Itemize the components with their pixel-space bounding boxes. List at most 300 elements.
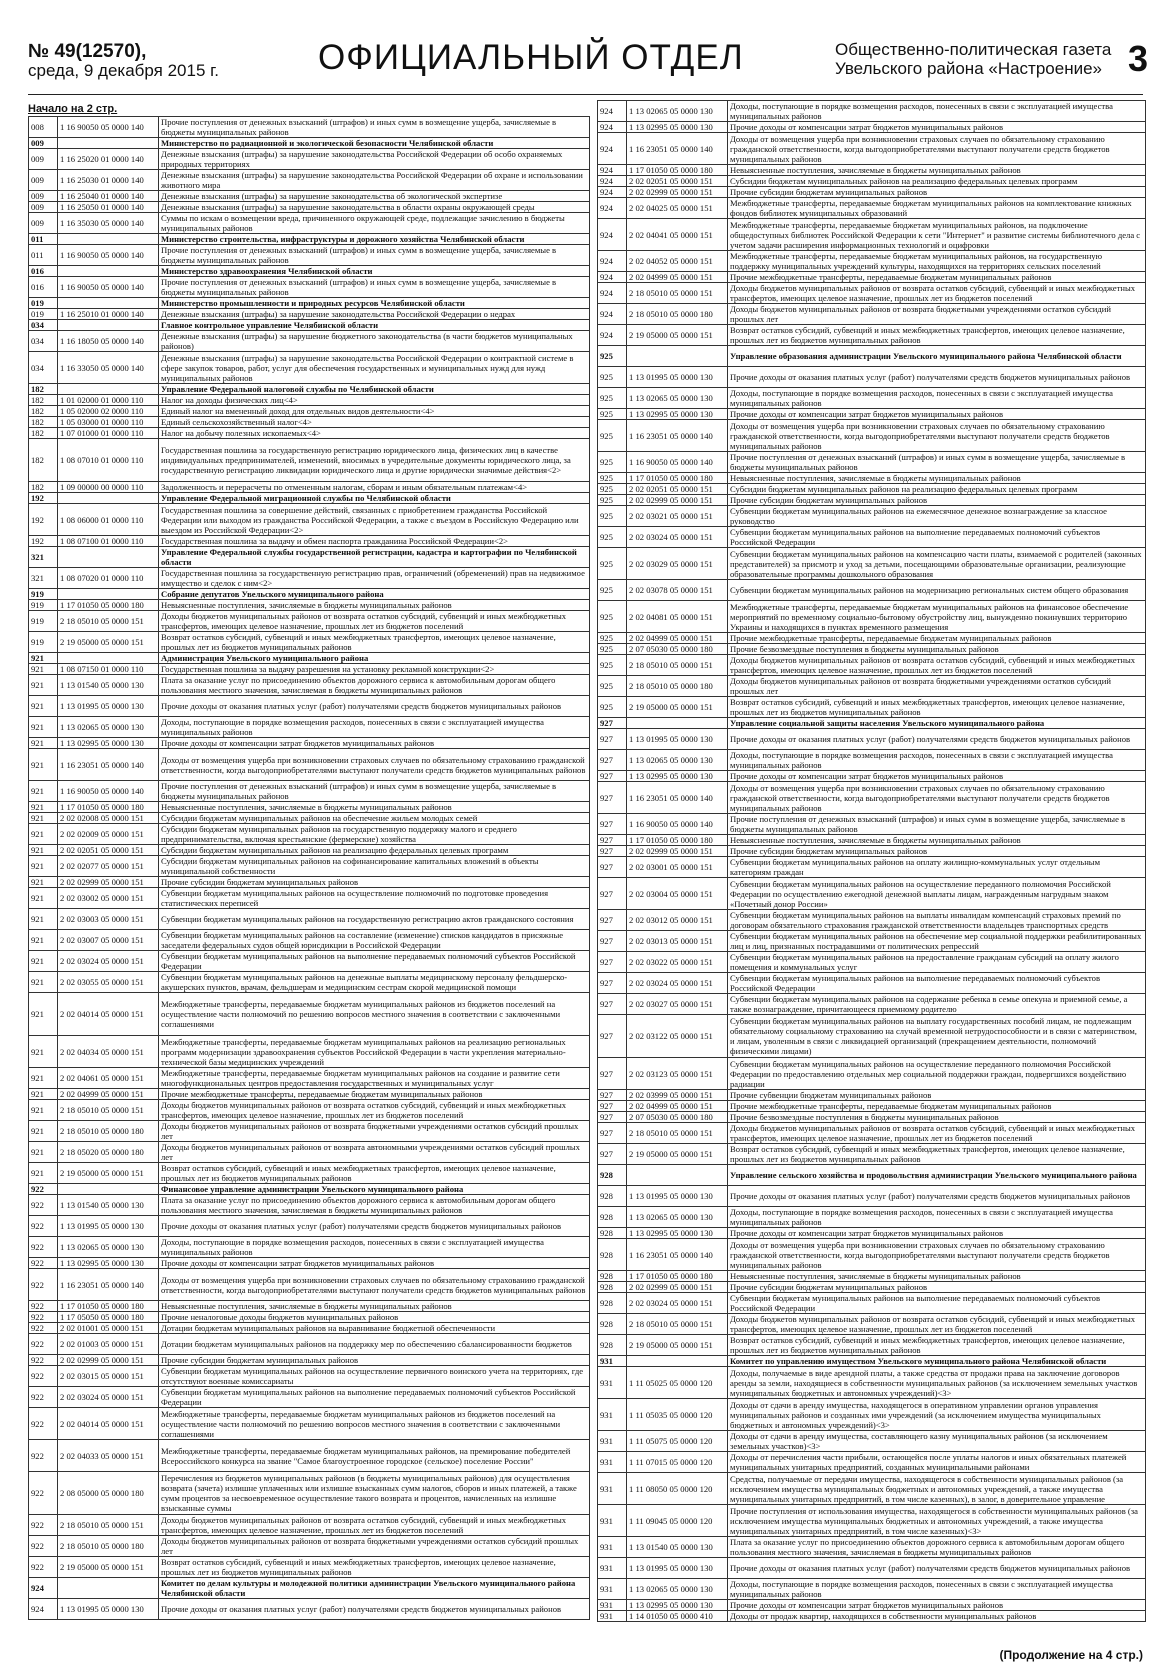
revenue-code-cell: 2 02 03024 05 0000 151 — [627, 1293, 728, 1314]
table-row — [598, 176, 1146, 187]
table-row — [598, 251, 1146, 272]
admin-code-cell: 931 — [598, 1356, 627, 1367]
description-cell: Межбюджетные трансферты, передаваемые бюджетам муниципальных районов, на государственную поддержку муниципальных учреждений культуры, находящихся на территориях сельских поселений — [728, 251, 1146, 272]
table-row — [598, 101, 1146, 122]
revenue-code-cell: 1 13 01995 05 0000 130 — [627, 367, 728, 388]
start-note: Начало на 2 стр. — [28, 103, 118, 115]
table-row — [29, 600, 590, 611]
description-cell: Доходы бюджетов муниципальных районов от возврата остатков субсидий, субвенций и иных межбюджетных трансфертов, имеющих целевое назначение, прошлых лет из бюджетов поселений — [159, 1100, 590, 1121]
description-cell: Финансовое управление администрации Увельского муниципального района — [159, 1184, 590, 1195]
table-section-row — [598, 1165, 1146, 1186]
revenue-code-cell — [58, 266, 159, 277]
revenue-code-cell: 2 08 05000 05 0000 180 — [58, 1472, 159, 1515]
revenue-code-cell: 1 13 01540 05 0000 130 — [58, 675, 159, 696]
revenue-code-cell: 1 13 02995 05 0000 130 — [58, 1258, 159, 1269]
table-row — [598, 1239, 1146, 1271]
table-row — [598, 198, 1146, 219]
admin-code-cell: 921 — [29, 993, 58, 1036]
table-row — [598, 1090, 1146, 1101]
admin-code-cell: 925 — [598, 484, 627, 495]
revenue-code-cell: 2 02 03029 05 0000 151 — [627, 548, 728, 580]
description-cell: Прочие поступления от денежных взысканий (штрафов) и иных сумм в возмещение ущерба, зачисляемые в бюджеты муниципальных районов — [728, 452, 1146, 473]
revenue-code-cell: 1 16 25020 01 0000 140 — [58, 149, 159, 170]
revenue-code-cell: 1 16 25010 01 0000 140 — [58, 309, 159, 320]
description-cell: Плата за оказание услуг по присоединению объектов дорожного сервиса к автомобильным дорогам общего пользования местного значения, зачисляемая в бюджеты муниципальных районов — [728, 1537, 1146, 1558]
table-row — [598, 729, 1146, 750]
revenue-code-cell: 2 02 04034 05 0000 151 — [58, 1036, 159, 1068]
description-cell: Субвенции бюджетам муниципальных районов на обеспечение мер социальной поддержки реабилитированных лиц и лиц, признанных пострадавшими от политических репрессий — [728, 931, 1146, 952]
admin-code-cell: 921 — [29, 972, 58, 993]
table-row — [598, 527, 1146, 548]
description-cell: Прочие межбюджетные трансферты, передаваемые бюджетам муниципальных районов — [728, 272, 1146, 283]
description-cell: Невыясненные поступления, зачисляемые в бюджеты муниципальных районов — [728, 835, 1146, 846]
revenue-code-cell: 1 11 05025 05 0000 120 — [627, 1367, 728, 1399]
revenue-code-cell — [58, 493, 159, 504]
revenue-code-cell: 1 13 02995 05 0000 130 — [58, 738, 159, 749]
revenue-code-cell: 2 02 03024 05 0000 151 — [58, 1387, 159, 1408]
revenue-code-cell — [58, 653, 159, 664]
table-row — [598, 857, 1146, 878]
admin-code-cell: 924 — [598, 122, 627, 133]
table-row — [598, 1452, 1146, 1473]
issue-info — [28, 42, 219, 80]
table-row — [29, 1237, 590, 1258]
revenue-code-cell: 2 02 03012 05 0000 151 — [627, 910, 728, 931]
admin-code-cell: 924 — [598, 304, 627, 325]
admin-code-cell: 921 — [29, 653, 58, 664]
revenue-code-cell: 1 16 35030 05 0000 140 — [58, 213, 159, 234]
description-cell: Субсидии бюджетам муниципальных районов на реализацию федеральных целевых программ — [159, 845, 590, 856]
description-cell: Доходы бюджетов муниципальных районов от возврата бюджетными учреждениями остатков субсидий прошлых лет — [159, 1536, 590, 1557]
revenue-code-cell: 2 02 04081 05 0000 151 — [627, 601, 728, 633]
admin-code-cell: 924 — [29, 1599, 58, 1620]
revenue-code-cell: 1 16 90050 05 0000 140 — [58, 117, 159, 138]
admin-code-cell: 921 — [29, 951, 58, 972]
description-cell: Денежные взыскания (штрафы) за нарушение законодательства Российской Федерации об охране и использовании животного мира — [159, 170, 590, 191]
table-row — [29, 675, 590, 696]
revenue-code-cell: 2 18 05010 05 0000 151 — [58, 1100, 159, 1121]
revenue-table-right — [597, 100, 1146, 1622]
table-row — [598, 283, 1146, 304]
admin-code-cell: 928 — [598, 1165, 627, 1186]
admin-code-cell: 924 — [598, 165, 627, 176]
description-cell: Министерство строительства, инфраструктуры и дорожного хозяйства Челябинской области — [159, 234, 590, 245]
description-cell: Прочие поступления от денежных взысканий (штрафов) и иных сумм в возмещение ущерба, зачисляемые в бюджеты муниципальных районов — [159, 781, 590, 802]
table-row — [598, 633, 1146, 644]
admin-code-cell: 922 — [29, 1323, 58, 1334]
admin-code-cell: 921 — [29, 696, 58, 717]
revenue-code-cell: 2 18 05010 05 0000 151 — [58, 611, 159, 632]
admin-code-cell: 019 — [29, 298, 58, 309]
description-cell: Субсидии бюджетам муниципальных районов на софинансирование капитальных вложений в объекты муниципальной собственности — [159, 856, 590, 877]
description-cell: Прочие доходы от оказания платных услуг (работ) получателями средств бюджетов муниципальных районов — [728, 1186, 1146, 1207]
description-cell: Доходы бюджетов муниципальных районов от возврата остатков субсидий, субвенций и иных межбюджетных трансфертов, имеющих целевое назначение, прошлых лет из бюджетов поселений — [728, 1314, 1146, 1335]
admin-code-cell: 931 — [598, 1367, 627, 1399]
table-row — [598, 1123, 1146, 1144]
table-row — [598, 420, 1146, 452]
revenue-code-cell — [58, 1578, 159, 1599]
admin-code-cell: 921 — [29, 877, 58, 888]
table-row — [29, 1557, 590, 1578]
table-row — [598, 835, 1146, 846]
admin-code-cell: 919 — [29, 600, 58, 611]
revenue-code-cell: 1 08 06000 01 0000 110 — [58, 504, 159, 536]
description-cell: Денежные взыскания (штрафы) за нарушение бюджетного законодательства (в части бюджетов муниципальных районов) — [159, 331, 590, 352]
description-cell: Доходы от сдачи в аренду имущества, составляющего казну муниципальных районов (за исключением земельных участков)<3> — [728, 1431, 1146, 1452]
description-cell: Дотации бюджетам муниципальных районов на выравнивание бюджетной обеспеченности — [159, 1323, 590, 1334]
description-cell: Единый налог на вмененный доход для отдельных видов деятельности<4> — [159, 406, 590, 417]
table-row — [29, 1163, 590, 1184]
admin-code-cell: 927 — [598, 910, 627, 931]
admin-code-cell: 182 — [29, 428, 58, 439]
revenue-code-cell: 1 05 03000 01 0000 110 — [58, 417, 159, 428]
description-cell: Межбюджетные трансферты, передаваемые бюджетам муниципальных районов на реализацию региональных программ модернизации здравоохранения субъектов Российской Федерации в части укрепления материально-технической базы медицинских учреждений — [159, 1036, 590, 1068]
admin-code-cell: 922 — [29, 1440, 58, 1472]
table-row — [29, 1515, 590, 1536]
admin-code-cell: 922 — [29, 1334, 58, 1355]
admin-code-cell: 924 — [598, 325, 627, 346]
revenue-code-cell: 2 02 04999 05 0000 151 — [58, 1089, 159, 1100]
description-cell: Невыясненные поступления, зачисляемые в бюджеты муниципальных районов — [159, 600, 590, 611]
description-cell: Доходы, поступающие в порядке возмещения расходов, понесенных в связи с эксплуатацией имущества муниципальных районов — [728, 388, 1146, 409]
description-cell: Прочие межбюджетные трансферты, передаваемые бюджетам муниципальных районов — [159, 1089, 590, 1100]
description-cell: Доходы бюджетов муниципальных районов от возврата бюджетными учреждениями остатков субсидий прошлых лет — [728, 304, 1146, 325]
description-cell: Управление сельского хозяйства и продовольствия администрации Увельского муниципального района — [728, 1165, 1146, 1186]
left-column — [28, 116, 590, 1620]
revenue-code-cell — [58, 547, 159, 568]
description-cell: Управление социальной защиты населения Увельского муниципального района — [728, 718, 1146, 729]
admin-code-cell: 922 — [29, 1301, 58, 1312]
admin-code-cell: 921 — [29, 1036, 58, 1068]
revenue-code-cell: 1 13 02995 05 0000 130 — [627, 1228, 728, 1239]
description-cell: Администрация Увельского муниципального района — [159, 653, 590, 664]
table-row — [598, 676, 1146, 697]
description-cell: Государственная пошлина за выдачу и обмен паспорта гражданина Российской Федерации<2> — [159, 536, 590, 547]
description-cell: Прочие субсидии бюджетам муниципальных районов — [728, 1282, 1146, 1293]
table-section-row — [29, 266, 590, 277]
description-cell: Прочие межбюджетные трансферты, передаваемые бюджетам муниципальных районов — [728, 1101, 1146, 1112]
revenue-code-cell: 2 02 03007 05 0000 151 — [58, 930, 159, 951]
admin-code-cell: 919 — [29, 589, 58, 600]
table-row — [598, 878, 1146, 910]
admin-code-cell: 009 — [29, 213, 58, 234]
admin-code-cell: 321 — [29, 547, 58, 568]
table-row — [29, 1472, 590, 1515]
description-cell: Возврат остатков субсидий, субвенций и иных межбюджетных трансфертов, имеющих целевое назначение, прошлых лет из бюджетов муниципальных районов — [159, 632, 590, 653]
description-cell: Прочие доходы от компенсации затрат бюджетов муниципальных районов — [728, 1600, 1146, 1611]
description-cell: Прочие доходы от компенсации затрат бюджетов муниципальных районов — [728, 122, 1146, 133]
issue-number: № 49(12570), — [28, 41, 147, 62]
table-row — [598, 1579, 1146, 1600]
table-row — [598, 1207, 1146, 1228]
description-cell: Субвенции бюджетам муниципальных районов на осуществление полномочий по подготовке проведения статистических переписей — [159, 888, 590, 909]
revenue-code-cell: 1 16 23051 05 0000 140 — [627, 1239, 728, 1271]
admin-code-cell: 016 — [29, 277, 58, 298]
revenue-code-cell: 2 02 04033 05 0000 151 — [58, 1440, 159, 1472]
table-row — [29, 568, 590, 589]
admin-code-cell: 924 — [598, 251, 627, 272]
revenue-code-cell: 1 08 07020 01 0000 110 — [58, 568, 159, 589]
revenue-code-cell: 2 02 02077 05 0000 151 — [58, 856, 159, 877]
admin-code-cell: 924 — [598, 176, 627, 187]
admin-code-cell: 925 — [598, 527, 627, 548]
description-cell: Межбюджетные трансферты, передаваемые бюджетам муниципальных районов, на премирование победителей Всероссийского конкурса на звание "Самое благоустроенное городское (сельское) поселение России" — [159, 1440, 590, 1472]
admin-code-cell: 927 — [598, 782, 627, 814]
revenue-code-cell: 2 02 04041 05 0000 151 — [627, 219, 728, 251]
description-cell: Доходы от сдачи в аренду имущества, находящегося в оперативном управлении органов управления муниципальных районов и созданных ими учреждений (за исключением имущества муниципальных бюджетных и автономных учреждений)<3> — [728, 1399, 1146, 1431]
table-row — [598, 506, 1146, 527]
revenue-code-cell: 1 13 02065 05 0000 130 — [627, 101, 728, 122]
table-row — [29, 1334, 590, 1355]
admin-code-cell: 924 — [598, 198, 627, 219]
description-cell: Невыясненные поступления, зачисляемые в бюджеты муниципальных районов — [728, 165, 1146, 176]
revenue-code-cell: 1 13 01540 05 0000 130 — [627, 1537, 728, 1558]
revenue-code-cell: 1 08 07150 01 0000 110 — [58, 664, 159, 675]
description-cell: Возврат остатков субсидий, субвенций и иных межбюджетных трансфертов, имеющих целевое назначение, прошлых лет из бюджетов муниципальных районов — [728, 325, 1146, 346]
newspaper-name-line1: Общественно-политическая газета — [835, 40, 1112, 59]
admin-code-cell: 009 — [29, 191, 58, 202]
admin-code-cell: 925 — [598, 697, 627, 718]
admin-code-cell: 925 — [598, 655, 627, 676]
table-section-row — [598, 718, 1146, 729]
table-row — [598, 814, 1146, 835]
admin-code-cell: 927 — [598, 771, 627, 782]
description-cell: Суммы по искам о возмещении вреда, причиненного окружающей среде, подлежащие зачислению в бюджеты муниципальных районов — [159, 213, 590, 234]
description-cell: Управление Федеральной миграционной службы по Челябинской области — [159, 493, 590, 504]
admin-code-cell: 921 — [29, 1068, 58, 1089]
revenue-code-cell: 2 02 02999 05 0000 151 — [627, 495, 728, 506]
revenue-code-cell: 2 02 03022 05 0000 151 — [627, 952, 728, 973]
table-section-row — [29, 493, 590, 504]
revenue-code-cell: 1 13 02995 05 0000 130 — [627, 771, 728, 782]
table-row — [598, 910, 1146, 931]
revenue-code-cell: 1 16 33050 05 0000 140 — [58, 352, 159, 384]
description-cell: Доходы от возмещения ущерба при возникновении страховых случаев по обязательному страхованию гражданской ответственности, когда выгодоприобретателями выступают получатели средств бюджетов муниципальных районов — [728, 420, 1146, 452]
admin-code-cell: 924 — [598, 283, 627, 304]
description-cell: Субсидии бюджетам муниципальных районов на государственную поддержку малого и среднего предпринимательства, включая крестьянские (фермерские) хозяйства — [159, 824, 590, 845]
page-header — [0, 0, 1171, 100]
revenue-code-cell: 1 11 05035 05 0000 120 — [627, 1399, 728, 1431]
revenue-code-cell: 1 13 02065 05 0000 130 — [627, 1579, 728, 1600]
description-cell: Денежные взыскания (штрафы) за нарушение законодательства Российской Федерации об особо охраняемых природных территориях — [159, 149, 590, 170]
description-cell: Доходы, получаемые в виде арендной платы, а также средства от продажи права на заключение договоров аренды за земли, находящиеся в собственности муниципальных районов (за исключением земельных участков муниципальных бюджетных и автономных учреждений)<3> — [728, 1367, 1146, 1399]
description-cell: Субвенции бюджетам муниципальных районов на осуществление переданного полномочия Российской Федерации по предоставлению отдельных мер социальной поддержки граждан, подвергшихся воздействию радиации — [728, 1058, 1146, 1090]
description-cell: Прочие поступления от денежных взысканий (штрафов) и иных сумм в возмещение ущерба, зачисляемые в бюджеты муниципальных районов — [159, 245, 590, 266]
admin-code-cell: 034 — [29, 352, 58, 384]
table-row — [29, 1216, 590, 1237]
admin-code-cell: 922 — [29, 1515, 58, 1536]
table-section-row — [29, 653, 590, 664]
revenue-code-cell: 1 17 01050 05 0000 180 — [58, 1301, 159, 1312]
revenue-code-cell: 2 18 05010 05 0000 151 — [58, 1515, 159, 1536]
description-cell: Субвенции бюджетам муниципальных районов на выполнение передаваемых полномочий субъектов Российской Федерации — [159, 1387, 590, 1408]
table-row — [598, 601, 1146, 633]
table-row — [598, 1271, 1146, 1282]
table-row — [29, 1536, 590, 1557]
revenue-code-cell: 2 02 03021 05 0000 151 — [627, 506, 728, 527]
table-row — [598, 452, 1146, 473]
table-row — [598, 973, 1146, 994]
admin-code-cell: 927 — [598, 931, 627, 952]
revenue-code-cell — [58, 1184, 159, 1195]
revenue-code-cell: 1 13 02995 05 0000 130 — [627, 409, 728, 420]
admin-code-cell: 922 — [29, 1557, 58, 1578]
revenue-code-cell: 2 02 02999 05 0000 151 — [627, 187, 728, 198]
revenue-code-cell — [627, 1356, 728, 1367]
newspaper-name-line2: Увельского района «Настроение» — [835, 59, 1102, 78]
admin-code-cell: 927 — [598, 1144, 627, 1165]
table-row — [29, 749, 590, 781]
revenue-code-cell — [58, 320, 159, 331]
description-cell: Прочие доходы от компенсации затрат бюджетов муниципальных районов — [728, 771, 1146, 782]
table-row — [598, 655, 1146, 676]
revenue-code-cell: 2 02 03001 05 0000 151 — [627, 857, 728, 878]
description-cell: Прочие поступления от использования имущества, находящегося в собственности муниципальных районов (за исключением имущества муниципальных бюджетных и автономных учреждений, а также имущества муниципальных унитарных предприятий, в том числе казенных)<3> — [728, 1505, 1146, 1537]
admin-code-cell: 927 — [598, 1123, 627, 1144]
admin-code-cell: 921 — [29, 717, 58, 738]
description-cell: Управление образования администрации Увельского муниципального района Челябинской области — [728, 346, 1146, 367]
revenue-code-cell: 1 16 90050 05 0000 140 — [627, 814, 728, 835]
description-cell: Денежные взыскания (штрафы) за нарушение законодательства Российской Федерации о недрах — [159, 309, 590, 320]
right-column — [597, 100, 1146, 1622]
table-row — [598, 219, 1146, 251]
admin-code-cell: 927 — [598, 1101, 627, 1112]
admin-code-cell: 921 — [29, 664, 58, 675]
admin-code-cell: 925 — [598, 580, 627, 601]
revenue-code-cell: 1 09 00000 00 0000 110 — [58, 482, 159, 493]
admin-code-cell: 925 — [598, 452, 627, 473]
description-cell: Министерство по радиационной и экологической безопасности Челябинской области — [159, 138, 590, 149]
description-cell: Межбюджетные трансферты, передаваемые бюджетам муниципальных районов, на подключение общедоступных библиотек Российской Федерации к сети "Интернет" и развитие системы библиотечного дела с учетом задачи расширения информационных технологий и оцифровки — [728, 219, 1146, 251]
revenue-code-cell: 1 11 09045 05 0000 120 — [627, 1505, 728, 1537]
description-cell: Субвенции бюджетам муниципальных районов на выплату государственных пособий лицам, не подлежащим обязательному социальному страхованию на случай временной нетрудоспособности и в связи с материнством, и лицам, уволенным в связи с ликвидацией организаций (прекращением деятельности, полномочий физическими лицами) — [728, 1015, 1146, 1058]
admin-code-cell: 922 — [29, 1366, 58, 1387]
revenue-code-cell: 2 02 02051 05 0000 151 — [58, 845, 159, 856]
description-cell: Невыясненные поступления, зачисляемые в бюджеты муниципальных районов — [728, 473, 1146, 484]
table-row — [29, 1387, 590, 1408]
description-cell: Прочие субсидии бюджетам муниципальных районов — [159, 877, 590, 888]
description-cell: Доходы от перечисления части прибыли, остающейся после уплаты налогов и иных обязательных платежей муниципальных унитарных предприятий, созданных муниципальными районами — [728, 1452, 1146, 1473]
revenue-code-cell: 2 18 05010 05 0000 151 — [627, 1123, 728, 1144]
admin-code-cell: 924 — [598, 272, 627, 283]
table-row — [29, 717, 590, 738]
table-row — [598, 771, 1146, 782]
description-cell: Прочие доходы от оказания платных услуг (работ) получателями средств бюджетов муниципальных районов — [159, 1216, 590, 1237]
table-row — [29, 1036, 590, 1068]
admin-code-cell: 921 — [29, 930, 58, 951]
revenue-code-cell: 1 16 90050 05 0000 140 — [627, 452, 728, 473]
table-row — [598, 1293, 1146, 1314]
description-cell: Межбюджетные трансферты, передаваемые бюджетам муниципальных районов из бюджетов поселений на осуществление части полномочий по решению вопросов местного значения в соответствии с заключенными соглашениями — [159, 1408, 590, 1440]
description-cell: Государственная пошлина за государственную регистрацию юридического лица, физических лиц в качестве индивидуальных предпринимателей, изменений, вносимых в учредительные документы юридического лица, за государственную регистрацию ликвидации юридического лица и другие юридически значимые действия<2> — [159, 439, 590, 482]
revenue-code-cell: 1 17 01050 05 0000 180 — [58, 802, 159, 813]
admin-code-cell: 922 — [29, 1237, 58, 1258]
revenue-code-cell: 1 13 02065 05 0000 130 — [58, 717, 159, 738]
revenue-code-cell: 2 02 02999 05 0000 151 — [627, 846, 728, 857]
description-cell: Налог на доходы физических лиц<4> — [159, 395, 590, 406]
table-section-row — [29, 384, 590, 395]
revenue-table-left — [28, 116, 590, 1620]
revenue-code-cell: 2 02 04061 05 0000 151 — [58, 1068, 159, 1089]
admin-code-cell: 927 — [598, 750, 627, 771]
table-row — [598, 846, 1146, 857]
table-row — [598, 931, 1146, 952]
admin-code-cell: 927 — [598, 1015, 627, 1058]
admin-code-cell: 925 — [598, 346, 627, 367]
description-cell: Собрание депутатов Увельского муниципального района — [159, 589, 590, 600]
revenue-code-cell: 1 16 90050 05 0000 140 — [58, 781, 159, 802]
revenue-code-cell: 1 17 01050 05 0000 180 — [58, 600, 159, 611]
revenue-code-cell: 1 13 01995 05 0000 130 — [627, 1186, 728, 1207]
admin-code-cell: 922 — [29, 1536, 58, 1557]
admin-code-cell: 919 — [29, 611, 58, 632]
description-cell: Субвенции бюджетам муниципальных районов на выполнение передаваемых полномочий субъектов Российской Федерации — [728, 973, 1146, 994]
description-cell: Прочие доходы от оказания платных услуг (работ) получателями средств бюджетов муниципальных районов — [728, 1558, 1146, 1579]
admin-code-cell: 921 — [29, 856, 58, 877]
revenue-code-cell: 1 13 02065 05 0000 130 — [627, 388, 728, 409]
header-rule — [28, 94, 1143, 95]
admin-code-cell: 016 — [29, 266, 58, 277]
table-row — [29, 696, 590, 717]
revenue-code-cell: 1 13 01995 05 0000 130 — [58, 1599, 159, 1620]
table-row — [598, 952, 1146, 973]
description-cell: Главное контрольное управление Челябинской области — [159, 320, 590, 331]
table-row — [598, 409, 1146, 420]
admin-code-cell: 931 — [598, 1537, 627, 1558]
table-row — [598, 1335, 1146, 1356]
table-row — [29, 1599, 590, 1620]
revenue-code-cell: 2 02 04014 05 0000 151 — [58, 993, 159, 1036]
revenue-code-cell: 1 13 01995 05 0000 130 — [627, 729, 728, 750]
description-cell: Прочие доходы от компенсации затрат бюджетов муниципальных районов — [159, 738, 590, 749]
revenue-code-cell: 2 19 05000 05 0000 151 — [627, 697, 728, 718]
revenue-code-cell: 2 19 05000 05 0000 151 — [58, 1557, 159, 1578]
admin-code-cell: 927 — [598, 1090, 627, 1101]
description-cell: Субвенции бюджетам муниципальных районов на содержание ребенка в семье опекуна и приемной семье, а также вознаграждение, причитающееся приемному родителю — [728, 994, 1146, 1015]
table-row — [29, 170, 590, 191]
description-cell: Субвенции бюджетам муниципальных районов на выполнение передаваемых полномочий субъектов Российской Федерации — [728, 527, 1146, 548]
table-section-row — [29, 138, 590, 149]
table-row — [29, 664, 590, 675]
revenue-code-cell: 2 02 03013 05 0000 151 — [627, 931, 728, 952]
description-cell: Доходы, поступающие в порядке возмещения расходов, понесенных в связи с эксплуатацией имущества муниципальных районов — [728, 750, 1146, 771]
description-cell: Субвенции бюджетам муниципальных районов на осуществление первичного воинского учета на территориях, где отсутствуют военные комиссариаты — [159, 1366, 590, 1387]
table-section-row — [29, 234, 590, 245]
admin-code-cell: 925 — [598, 473, 627, 484]
description-cell: Субсидии бюджетам муниципальных районов на реализацию федеральных целевых программ — [728, 484, 1146, 495]
admin-code-cell: 922 — [29, 1195, 58, 1216]
admin-code-cell: 009 — [29, 138, 58, 149]
revenue-code-cell: 2 02 04999 05 0000 151 — [627, 633, 728, 644]
revenue-code-cell: 1 08 07100 01 0000 110 — [58, 536, 159, 547]
admin-code-cell: 928 — [598, 1293, 627, 1314]
description-cell: Прочие доходы от оказания платных услуг (работ) получателями средств бюджетов муниципальных районов — [159, 696, 590, 717]
description-cell: Доходы от возмещения ущерба при возникновении страховых случаев по обязательному страхованию гражданской ответственности, когда выгодоприобретателями выступают получатели средств бюджетов муниципальных районов — [728, 133, 1146, 165]
admin-code-cell: 927 — [598, 846, 627, 857]
table-row — [29, 536, 590, 547]
table-row — [598, 1314, 1146, 1335]
admin-code-cell: 922 — [29, 1408, 58, 1440]
admin-code-cell: 931 — [598, 1505, 627, 1537]
admin-code-cell: 011 — [29, 234, 58, 245]
description-cell: Прочие субсидии бюджетам муниципальных районов — [159, 1355, 590, 1366]
revenue-code-cell — [627, 346, 728, 367]
admin-code-cell: 182 — [29, 406, 58, 417]
table-row — [29, 845, 590, 856]
table-row — [598, 272, 1146, 283]
description-cell: Доходы, поступающие в порядке возмещения расходов, понесенных в связи с эксплуатацией имущества муниципальных районов — [159, 717, 590, 738]
table-row — [29, 1366, 590, 1387]
